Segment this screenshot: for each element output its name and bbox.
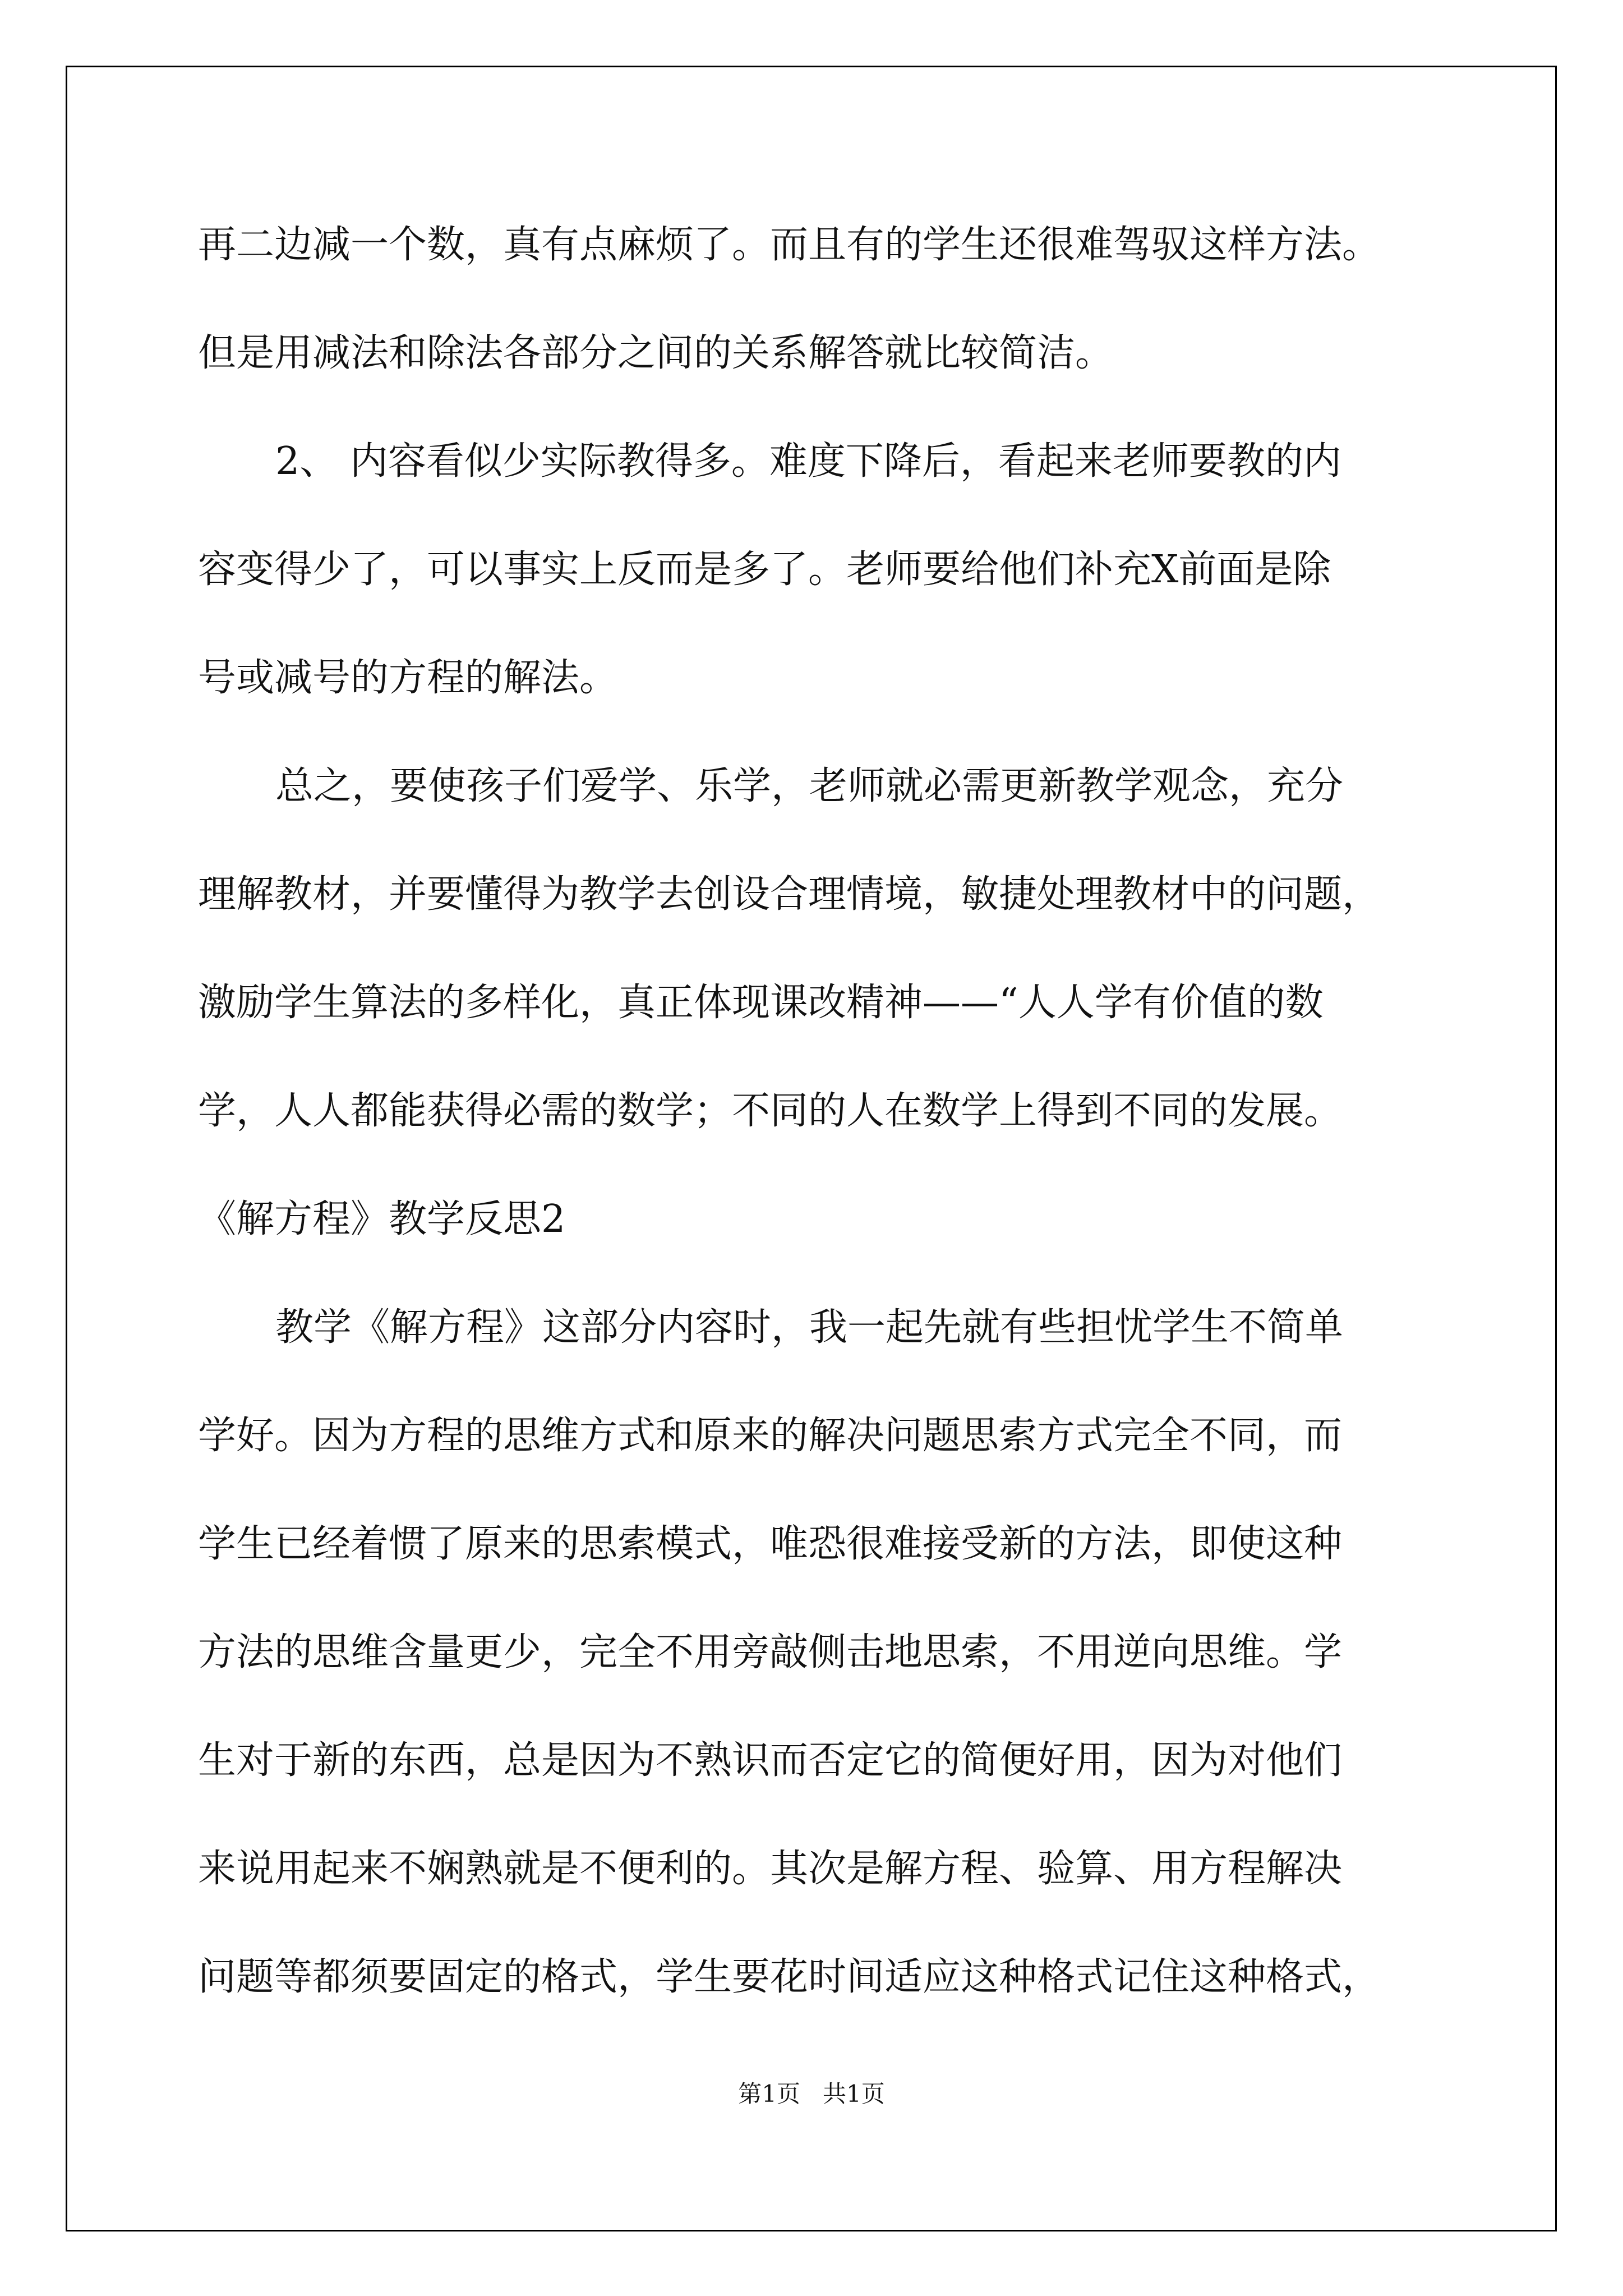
page-number-total: 共1页 (823, 2080, 885, 2108)
text-line: 问题等都须要固定的格式，学生要花时间适应这种格式记住这种格式， (198, 1955, 1381, 1999)
text-line: 但是用减法和除法各部分之间的关系解答就比较简洁。 (198, 331, 1114, 375)
text-line: 号或减号的方程的解法。 (198, 656, 618, 700)
text-line: 生对于新的东西，总是因为不熟识而否定它的简便好用，因为对他们 (198, 1738, 1343, 1783)
text-line: 再二边减一个数，真有点麻烦了。而且有的学生还很难驾驭这样方法。 (198, 223, 1381, 267)
text-line: 来说用起来不娴熟就是不便利的。其次是解方程、验算、用方程解决 (198, 1847, 1343, 1891)
section-heading: 《解方程》教学反思2 (198, 1197, 566, 1241)
text-line: 学，人人都能获得必需的数学；不同的人在数学上得到不同的发展。 (198, 1089, 1343, 1133)
text-line: 学好。因为方程的思维方式和原来的解决问题思索方式完全不同，而 (198, 1414, 1343, 1458)
page-footer (0, 2076, 1623, 2109)
text-line: 2、 内容看似少实际教得多。难度下降后，看起来老师要教的内 (275, 439, 1341, 484)
text-line: 理解教材，并要懂得为教学去创设合理情境，敏捷处理教材中的问题， (198, 872, 1381, 917)
text-line: 激励学生算法的多样化，真正体现课改精神——“人人学有价值的数 (198, 981, 1324, 1025)
text-line: 学生已经着惯了原来的思索模式，唯恐很难接受新的方法，即使这种 (198, 1522, 1343, 1566)
text-line: 总之，要使孩子们爱学、乐学，老师就必需更新教学观念，充分 (275, 764, 1344, 808)
text-line: 方法的思维含量更少，完全不用旁敲侧击地思索，不用逆向思维。学 (198, 1630, 1343, 1674)
page-number-current: 第1页 (738, 2080, 800, 2108)
text-line: 教学《解方程》这部分内容时，我一起先就有些担忧学生不简单 (275, 1305, 1344, 1350)
text-line: 容变得少了，可以事实上反而是多了。老师要给他们补充X前面是除 (198, 547, 1331, 592)
document-body (198, 191, 1449, 2031)
